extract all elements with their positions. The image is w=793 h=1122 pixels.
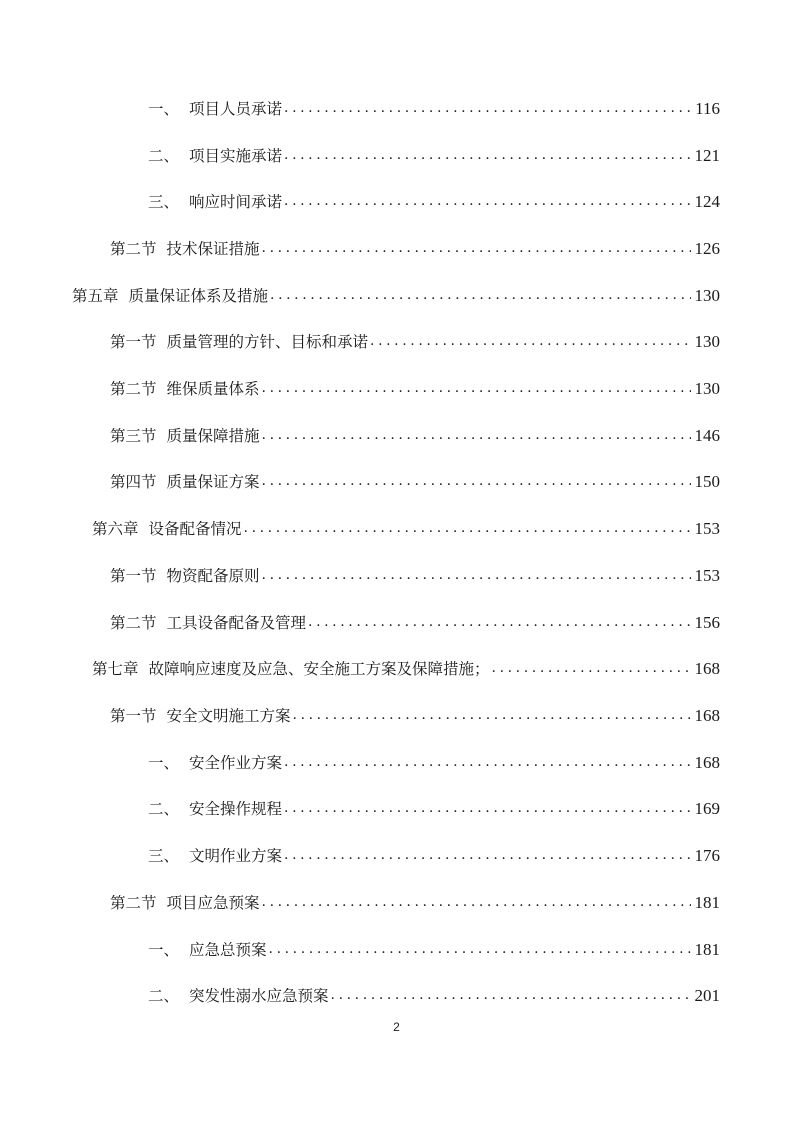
toc-entry-number: 三、: [148, 847, 180, 865]
toc-entry-page: 169: [694, 799, 720, 818]
toc-entry-title: 响应时间承诺: [189, 193, 283, 211]
toc-entry-page: 181: [694, 893, 720, 912]
dot-leader: [284, 96, 691, 120]
toc-entry-number: 一、: [148, 941, 180, 959]
toc-entry[interactable]: [110, 470, 720, 494]
toc-entry-title: 应急总预案: [189, 941, 267, 959]
toc-entry-page: 124: [694, 192, 720, 211]
dot-leader: [284, 189, 690, 213]
dot-leader: [308, 610, 690, 634]
dot-leader: [262, 563, 691, 587]
toc-entry-page: 126: [694, 239, 720, 258]
toc-entry-title: 安全文明施工方案: [166, 707, 291, 725]
dot-leader: [262, 376, 691, 400]
page-number: 2: [393, 1020, 400, 1034]
toc-entry-number: 第六章: [92, 520, 139, 538]
toc-entry-page: 201: [694, 986, 720, 1005]
toc-entry[interactable]: [148, 984, 720, 1008]
dot-leader: [262, 890, 691, 914]
toc-entry-page: 176: [694, 846, 720, 865]
toc-entry-title: 设备配备情况: [148, 520, 242, 538]
toc-entry[interactable]: [110, 611, 720, 635]
dot-leader: [262, 469, 691, 493]
toc-entry-number: 二、: [148, 800, 180, 818]
dot-leader: [269, 937, 691, 961]
toc-entry[interactable]: [148, 144, 720, 168]
toc-entry-number: 第三节: [110, 427, 157, 445]
toc-entry-title: 质量保证体系及措施: [128, 287, 269, 305]
toc-entry-page: 168: [694, 706, 720, 725]
dot-leader: [262, 236, 691, 260]
toc-entry[interactable]: [148, 190, 720, 214]
toc-entry[interactable]: [110, 377, 720, 401]
toc-entry-number: 第一节: [110, 333, 157, 351]
toc-entry-title: 质量保证方案: [166, 473, 260, 491]
dot-leader: [492, 656, 691, 680]
toc-entry-page: 156: [694, 613, 720, 632]
dot-leader: [244, 516, 691, 540]
toc-entry[interactable]: [148, 97, 720, 121]
toc-entry-number: 二、: [148, 987, 180, 1005]
toc-entry-title: 文明作业方案: [189, 847, 283, 865]
toc-entry-number: 一、: [148, 754, 180, 772]
toc-entry-title: 质量保障措施: [166, 427, 260, 445]
toc-entry-page: 146: [694, 426, 720, 445]
toc-entry-page: 130: [694, 286, 720, 305]
toc-entry[interactable]: [148, 938, 720, 962]
toc-entry-title: 故障响应速度及应急、安全施工方案及保障措施；: [148, 660, 490, 678]
toc-entry[interactable]: [110, 564, 720, 588]
toc-entry-title: 项目实施承诺: [189, 147, 283, 165]
toc-entry-title: 项目应急预案: [166, 894, 260, 912]
toc-entry[interactable]: [110, 237, 720, 261]
toc-entry-number: 第二节: [110, 614, 157, 632]
toc-entry[interactable]: [110, 891, 720, 915]
dot-leader: [331, 983, 691, 1007]
toc-entry-title: 安全操作规程: [189, 800, 283, 818]
toc-entry-number: 第五章: [72, 287, 119, 305]
toc-entry-number: 第四节: [110, 473, 157, 491]
toc-entry-title: 工具设备配备及管理: [166, 614, 307, 632]
toc-entry-number: 第二节: [110, 240, 157, 258]
toc-entry-title: 安全作业方案: [189, 754, 283, 772]
dot-leader: [284, 796, 690, 820]
toc-entry-page: 116: [695, 99, 720, 118]
toc-entry[interactable]: [110, 704, 720, 728]
toc-entry-title: 物资配备原则: [166, 567, 260, 585]
toc-entry[interactable]: [110, 424, 720, 448]
toc-entry[interactable]: [72, 284, 720, 308]
toc-entry[interactable]: [148, 797, 720, 821]
toc-entry-page: 181: [694, 940, 720, 959]
dot-leader: [293, 703, 691, 727]
toc-entry-page: 130: [694, 379, 720, 398]
toc-entry-title: 维保质量体系: [166, 380, 260, 398]
toc-entry-title: 质量管理的方针、目标和承诺: [166, 333, 369, 351]
dot-leader: [270, 283, 690, 307]
toc-entry[interactable]: [92, 517, 720, 541]
toc-entry-number: 第二节: [110, 380, 157, 398]
toc-entry-page: 168: [694, 659, 720, 678]
toc-entry-number: 第七章: [92, 660, 139, 678]
toc-entry[interactable]: [110, 330, 720, 354]
toc-entry-number: 第一节: [110, 567, 157, 585]
toc-entry-page: 121: [694, 146, 720, 165]
toc-entry-page: 150: [694, 472, 720, 491]
dot-leader: [284, 843, 690, 867]
toc-entry-page: 153: [694, 519, 720, 538]
toc-entry-title: 项目人员承诺: [189, 100, 283, 118]
toc-entry-number: 第二节: [110, 894, 157, 912]
toc-entry-number: 三、: [148, 193, 180, 211]
toc-entry[interactable]: [92, 657, 720, 681]
dot-leader: [284, 143, 690, 167]
toc-entry-number: 第一节: [110, 707, 157, 725]
toc-entry-page: 130: [694, 332, 720, 351]
dot-leader: [370, 329, 690, 353]
toc-entry-number: 一、: [148, 100, 180, 118]
dot-leader: [262, 423, 691, 447]
toc-entry[interactable]: [148, 751, 720, 775]
toc-entry-number: 二、: [148, 147, 180, 165]
toc-entry-page: 168: [694, 753, 720, 772]
toc-entry-title: 突发性溺水应急预案: [189, 987, 329, 1005]
toc-entry-title: 技术保证措施: [166, 240, 260, 258]
toc-entry[interactable]: [148, 844, 720, 868]
toc-entry-page: 153: [694, 566, 720, 585]
dot-leader: [284, 750, 690, 774]
